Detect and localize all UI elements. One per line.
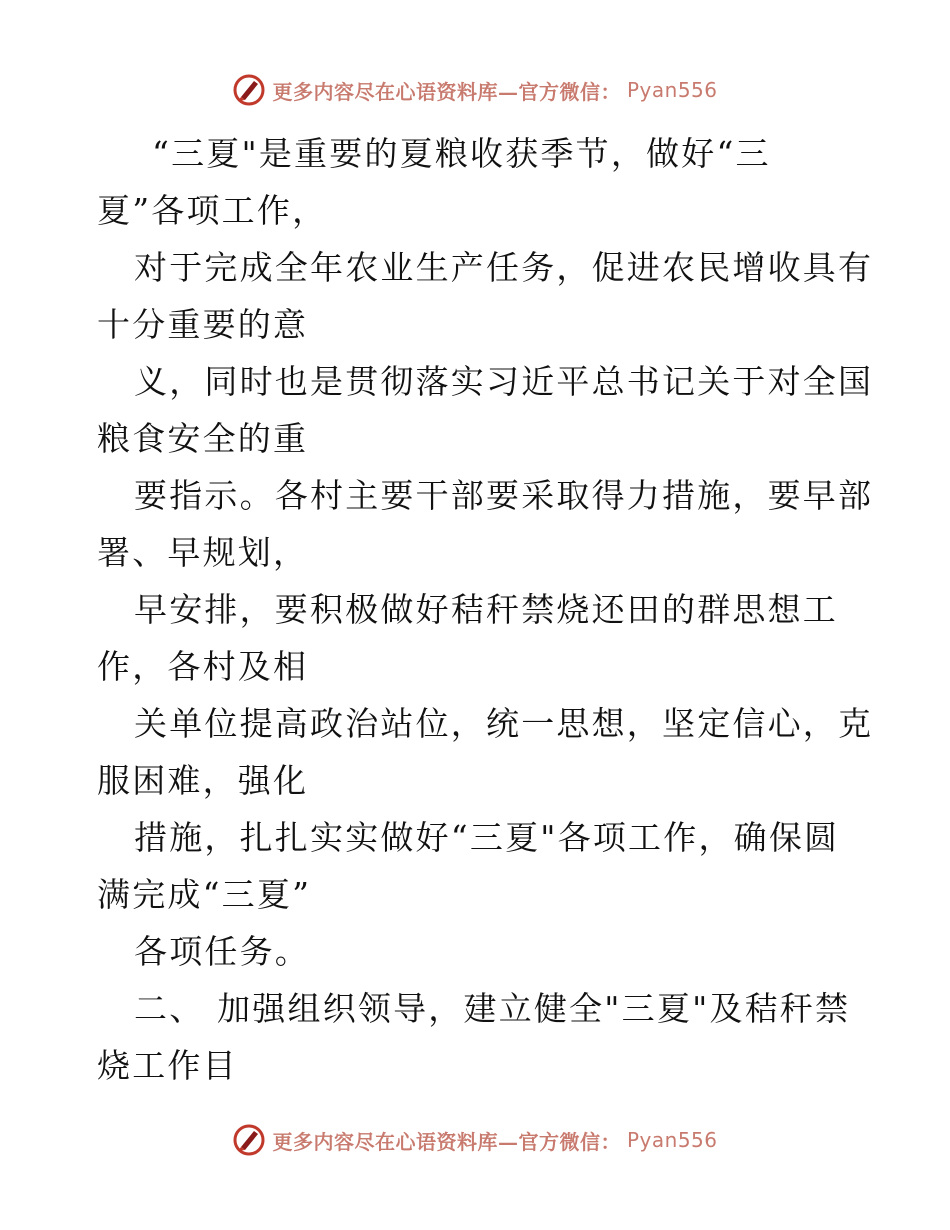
text-line: 十分重要的意	[97, 305, 309, 344]
banner-contact: Pyan556	[626, 78, 718, 102]
text-line: 要指示。各村主要干部要采取得力措施，要早部	[134, 476, 874, 515]
banner-text: 更多内容尽在心语资料库—官方微信：	[272, 79, 621, 104]
text-line: 措施，扎扎实实做好“三夏"各项工作，确保圆	[134, 818, 840, 857]
text-line: 早安排，要积极做好秸秆禁烧还田的群思想工	[134, 590, 838, 629]
footer-watermark-banner	[0, 1120, 950, 1160]
banner-contact: Pyan556	[626, 1128, 718, 1152]
text-line: 义，同时也是贯彻落实习近平总书记关于对全国	[134, 362, 874, 401]
text-line: 粮食安全的重	[97, 419, 309, 458]
text-line: 对于完成全年农业生产任务，促进农民增收具有	[134, 248, 874, 287]
text-line: 烧工作目	[97, 1046, 238, 1085]
text-line: 服困难，强化	[97, 761, 309, 800]
text-line: 署、早规划，	[97, 533, 309, 572]
section-heading-line: 二、 加强组织领导，建立健全"三夏"及秸秆禁	[134, 989, 851, 1028]
banner-text: 更多内容尽在心语资料库—官方微信：	[272, 1129, 621, 1154]
text-line: “三夏"是重要的夏粮收获季节，做好“三	[152, 134, 771, 173]
text-line: 关单位提高政治站位，统一思想，坚定信心，克	[134, 704, 874, 743]
text-line: 作，各村及相	[97, 647, 309, 686]
document-body	[97, 125, 874, 1094]
logo-icon	[232, 73, 266, 107]
text-line: 夏”各项工作，	[97, 191, 328, 230]
text-line: 满完成“三夏”	[97, 875, 312, 914]
text-line: 各项任务。	[134, 932, 310, 971]
logo-icon	[232, 1123, 266, 1157]
header-watermark-banner	[0, 70, 950, 110]
